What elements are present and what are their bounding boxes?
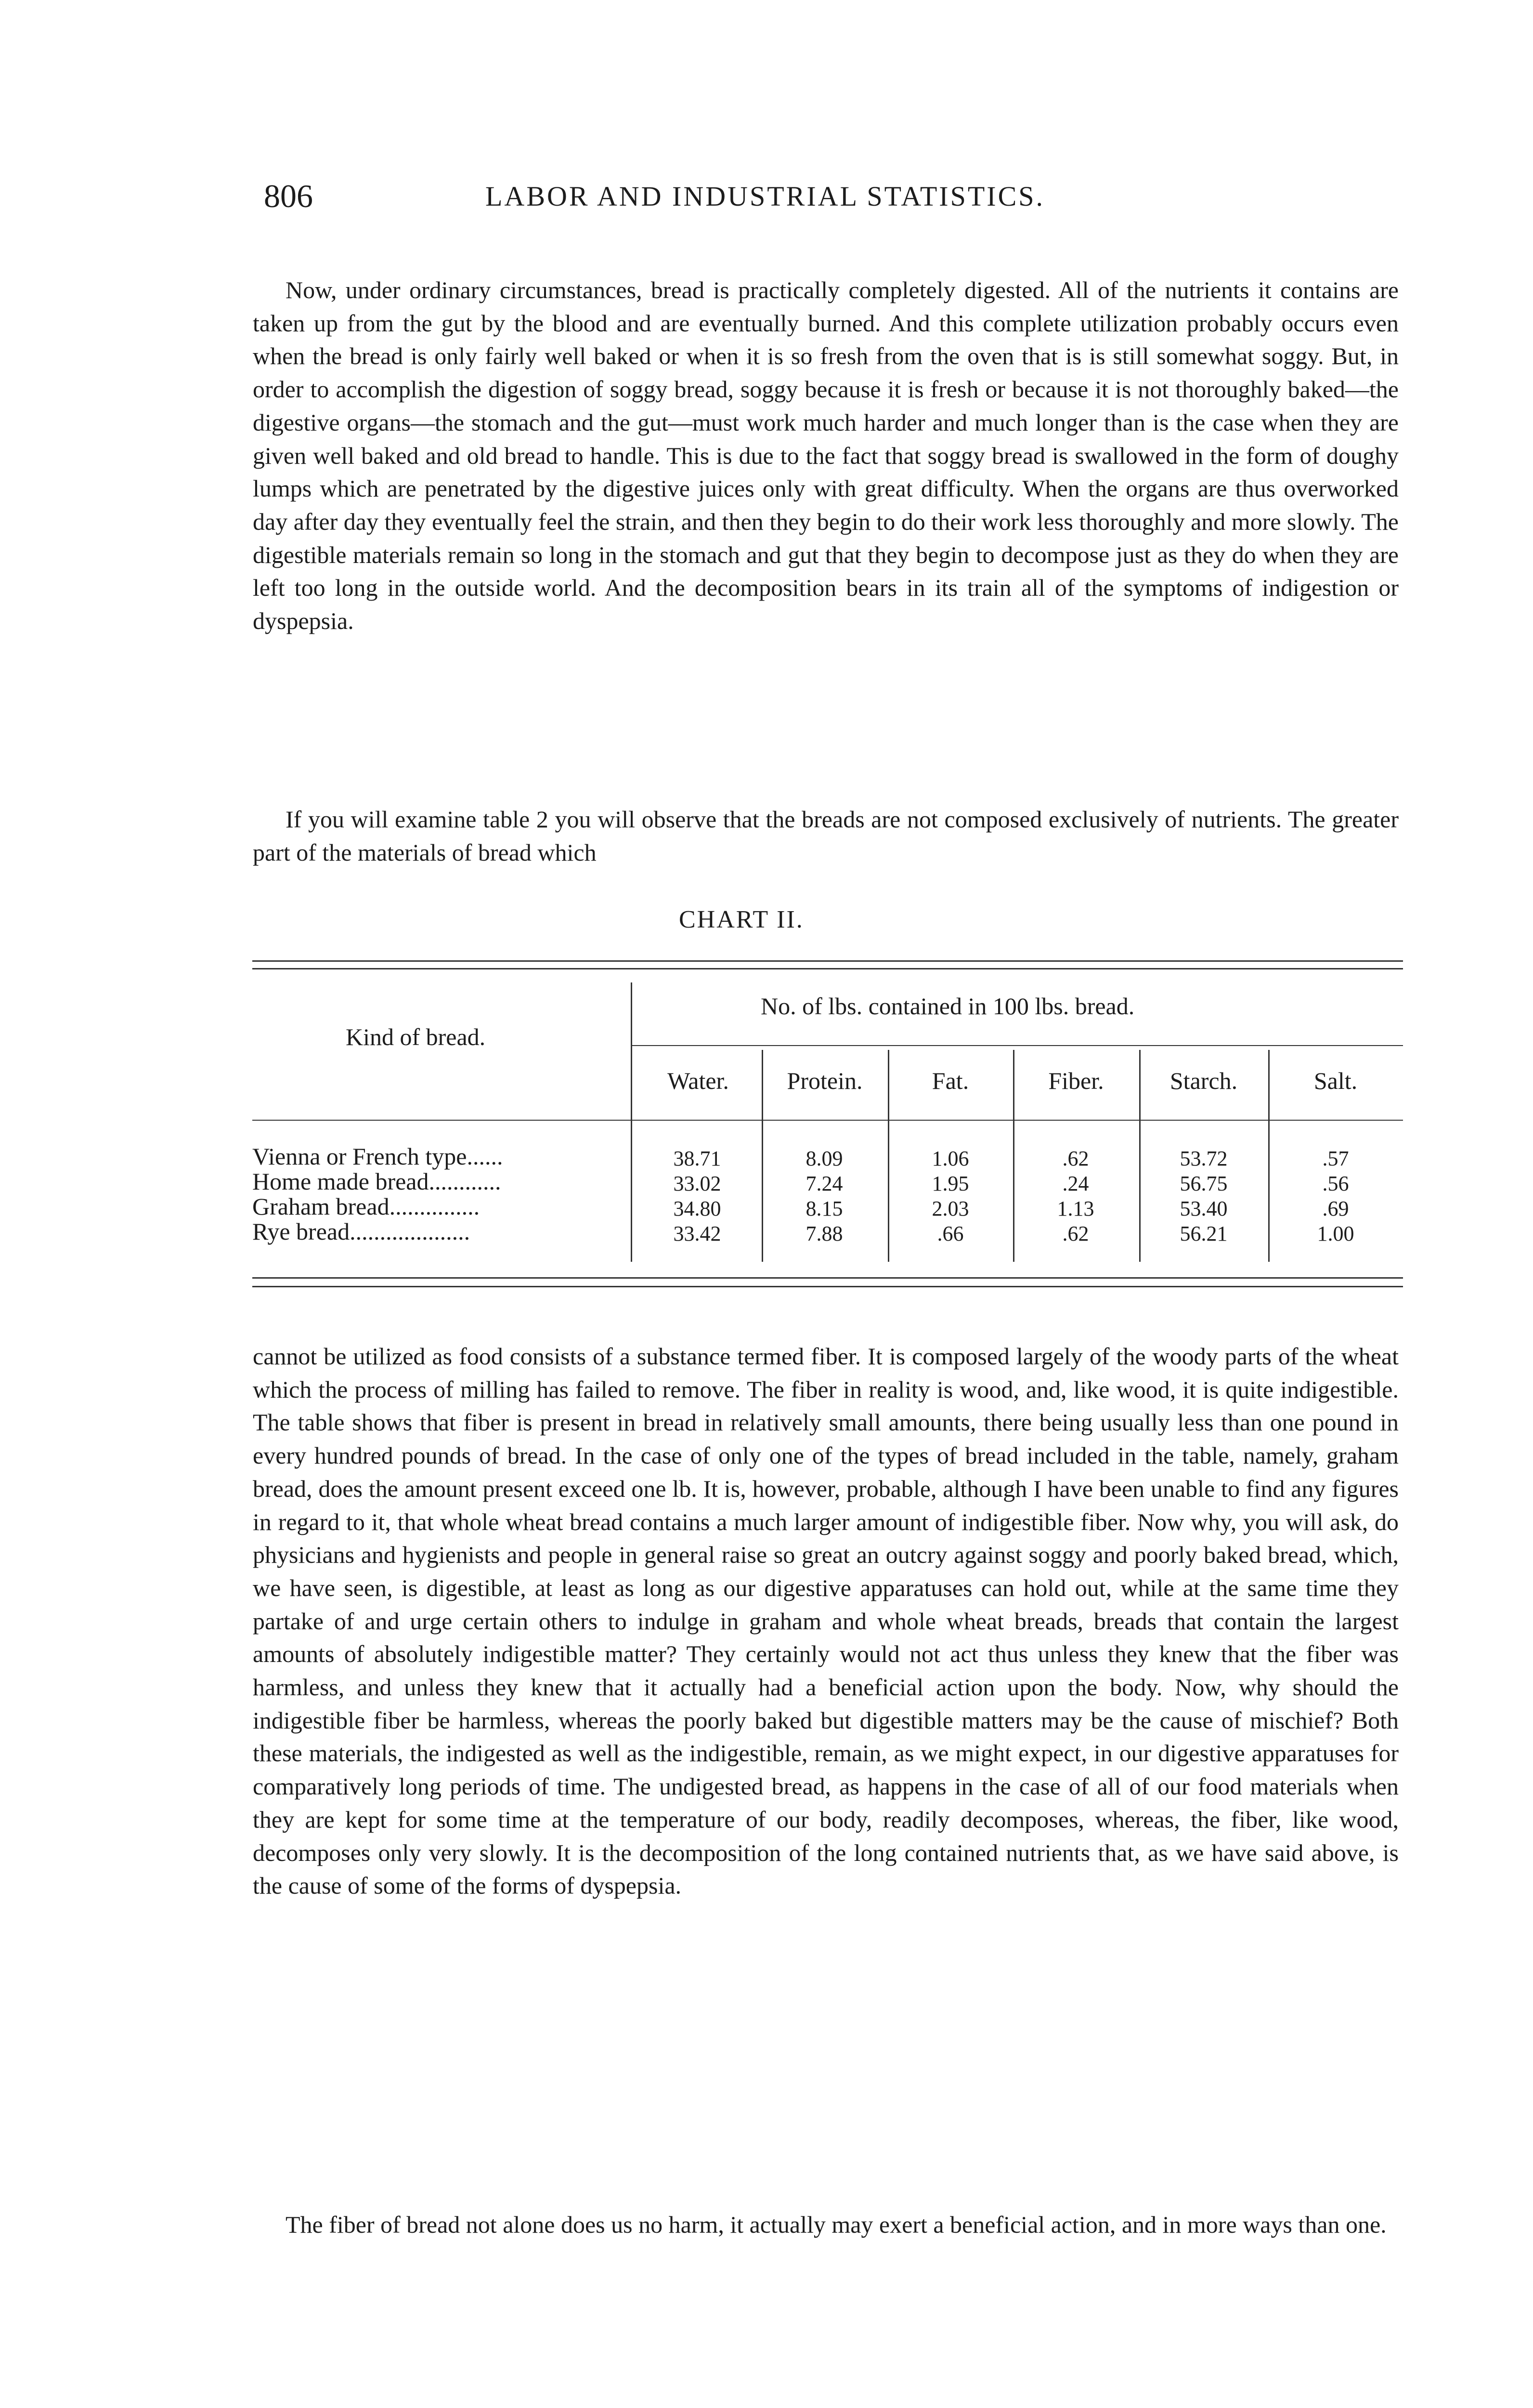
header-bottom-rule <box>252 1120 1403 1121</box>
table-cell: .66 <box>937 1222 964 1245</box>
table-cell: .57 <box>1322 1147 1349 1170</box>
col-head-starch: Starch. <box>1169 1067 1238 1094</box>
col-head-fat: Fat. <box>932 1067 969 1094</box>
spanner-rule <box>631 1045 1403 1046</box>
table-bottom-rule-2 <box>252 1286 1403 1287</box>
table-cell: 1.00 <box>1317 1222 1354 1245</box>
col-head-water: Water. <box>667 1067 729 1094</box>
col-head-protein: Protein. <box>787 1067 863 1094</box>
table-cell: .69 <box>1322 1197 1349 1220</box>
paragraph-4: The fiber of bread not alone does us no harm, it actually may exert a beneficial action, and in more ways than one. <box>286 2211 1387 2238</box>
table-cell: .62 <box>1062 1147 1089 1170</box>
paragraph-1: Now, under ordinary circumstances, bread is practically completely digested. All of the nutrients it contains are taken up from the gut by the blood and are eventually burned. And this complete utilization probably occurs even when the bread is only fairly well baked or when it is so fresh from the oven that is is still somewhat soggy. But, in order to accomplish the digestion of soggy bread, soggy because it is fresh or because it is not thoroughly baked—the digestive organs—the stomach and the gut—must work much harder and much longer than is the case when they are given well baked and old bread to handle. This is due to the fact that soggy bread is swallowed in the form of doughy lumps which are penetrated by the digestive juices only with great difficulty. When the organs are thus overworked day after day they eventually feel the strain, and then they begin to do their work less thoroughly and more slowly. The digestible materials remain so long in the stomach and gut that they begin to decompose just as they do when they are left too long in the outside world. And the decomposition bears in its train all of the symptoms of indigestion or dyspepsia. <box>253 276 1399 635</box>
paragraph-3: cannot be utilized as food consists of a substance termed fiber. It is composed largely of the woody parts of the wheat which the process of milling has failed to remove. The fiber in reality is wood, and, like wood, it is quite indigestible. The table shows that fiber is present in bread in relatively small amounts, there being usually less than one pound in every hundred pounds of bread. In the case of only one of the types of bread included in the table, namely, graham bread, does the amount present exceed one lb. It is, however, probable, although I have been unable to find any figures in regard to it, that whole wheat bread contains a much larger amount of indigestible fiber. Now why, you will ask, do physicians and hygienists and people in general raise so great an outcry against soggy and poorly baked bread, which, we have seen, is digestible, at least as long as our digestive apparatuses can hold out, while at the same time they partake of and urge certain others to indulge in graham and whole wheat breads, breads that contain the largest amounts of absolutely indigestible matter? They certainly would not act thus unless they knew that the fiber was harmless, and unless they knew that it actually had a beneficial action upon the body. Now, why should the indigestible fiber be harmless, whereas the poorly baked but digestible matters may be the cause of mischief? Both these materials, the indigested as well as the indigestible, remain, as we might expect, in our digestive apparatuses for comparatively long periods of time. The undigested bread, as happens in the case of all of our food materials when they are kept for some time at the temperature of our body, readily decomposes, whereas, the fiber, like wood, decomposes only very slowly. It is the decomposition of the long contained nutrients that, as we have said above, is the cause of some of the forms of dyspepsia. <box>253 1343 1399 1899</box>
page-number: 806 <box>264 178 313 214</box>
table-cell: 7.88 <box>805 1222 843 1245</box>
table-cell: 33.42 <box>673 1222 721 1245</box>
table-cell: 53.40 <box>1180 1197 1228 1220</box>
table-cell: 56.75 <box>1180 1172 1228 1195</box>
row-label: Graham bread............... <box>252 1193 480 1220</box>
row-label: Home made bread............ <box>252 1168 501 1195</box>
stub-header: Kind of bread. <box>346 1023 486 1050</box>
col-divider-5 <box>1268 1050 1270 1262</box>
col-head-fiber: Fiber. <box>1048 1067 1104 1094</box>
row-label: Rye bread.................... <box>252 1218 470 1245</box>
table-cell: 56.21 <box>1180 1222 1228 1245</box>
row-label: Vienna or French type...... <box>252 1143 503 1170</box>
col-head-salt: Salt. <box>1313 1067 1358 1094</box>
table-cell: .24 <box>1062 1172 1089 1195</box>
table-top-rule-2 <box>252 968 1403 969</box>
table-cell: 33.02 <box>673 1172 721 1195</box>
spanner-header: No. of lbs. contained in 100 lbs. bread. <box>761 993 1135 1020</box>
table-cell: 1.13 <box>1057 1197 1094 1220</box>
running-title: LABOR AND INDUSTRIAL STATISTICS. <box>485 181 1045 212</box>
table-top-rule <box>252 960 1403 962</box>
table-cell: 7.24 <box>805 1172 843 1195</box>
table-cell: 1.95 <box>932 1172 969 1195</box>
page-header <box>264 177 1439 216</box>
table-cell: 2.03 <box>932 1197 969 1220</box>
stub-divider <box>631 982 632 1262</box>
table-cell: 34.80 <box>673 1197 721 1220</box>
table-cell: 53.72 <box>1180 1147 1228 1170</box>
table-cell: .56 <box>1322 1172 1349 1195</box>
table-bottom-rule <box>252 1277 1403 1279</box>
table-cell: 8.09 <box>805 1147 843 1170</box>
table-cell: 1.06 <box>932 1147 969 1170</box>
col-divider-4 <box>1139 1050 1141 1262</box>
table-cell: .62 <box>1062 1222 1089 1245</box>
chart-title: CHART II. <box>679 906 804 933</box>
table-cell: 38.71 <box>673 1147 721 1170</box>
paragraph-2: If you will examine table 2 you will observe that the breads are not composed exclusively of nutrients. The greater part of the materials of bread which <box>253 806 1399 866</box>
table-cell: 8.15 <box>805 1197 843 1220</box>
